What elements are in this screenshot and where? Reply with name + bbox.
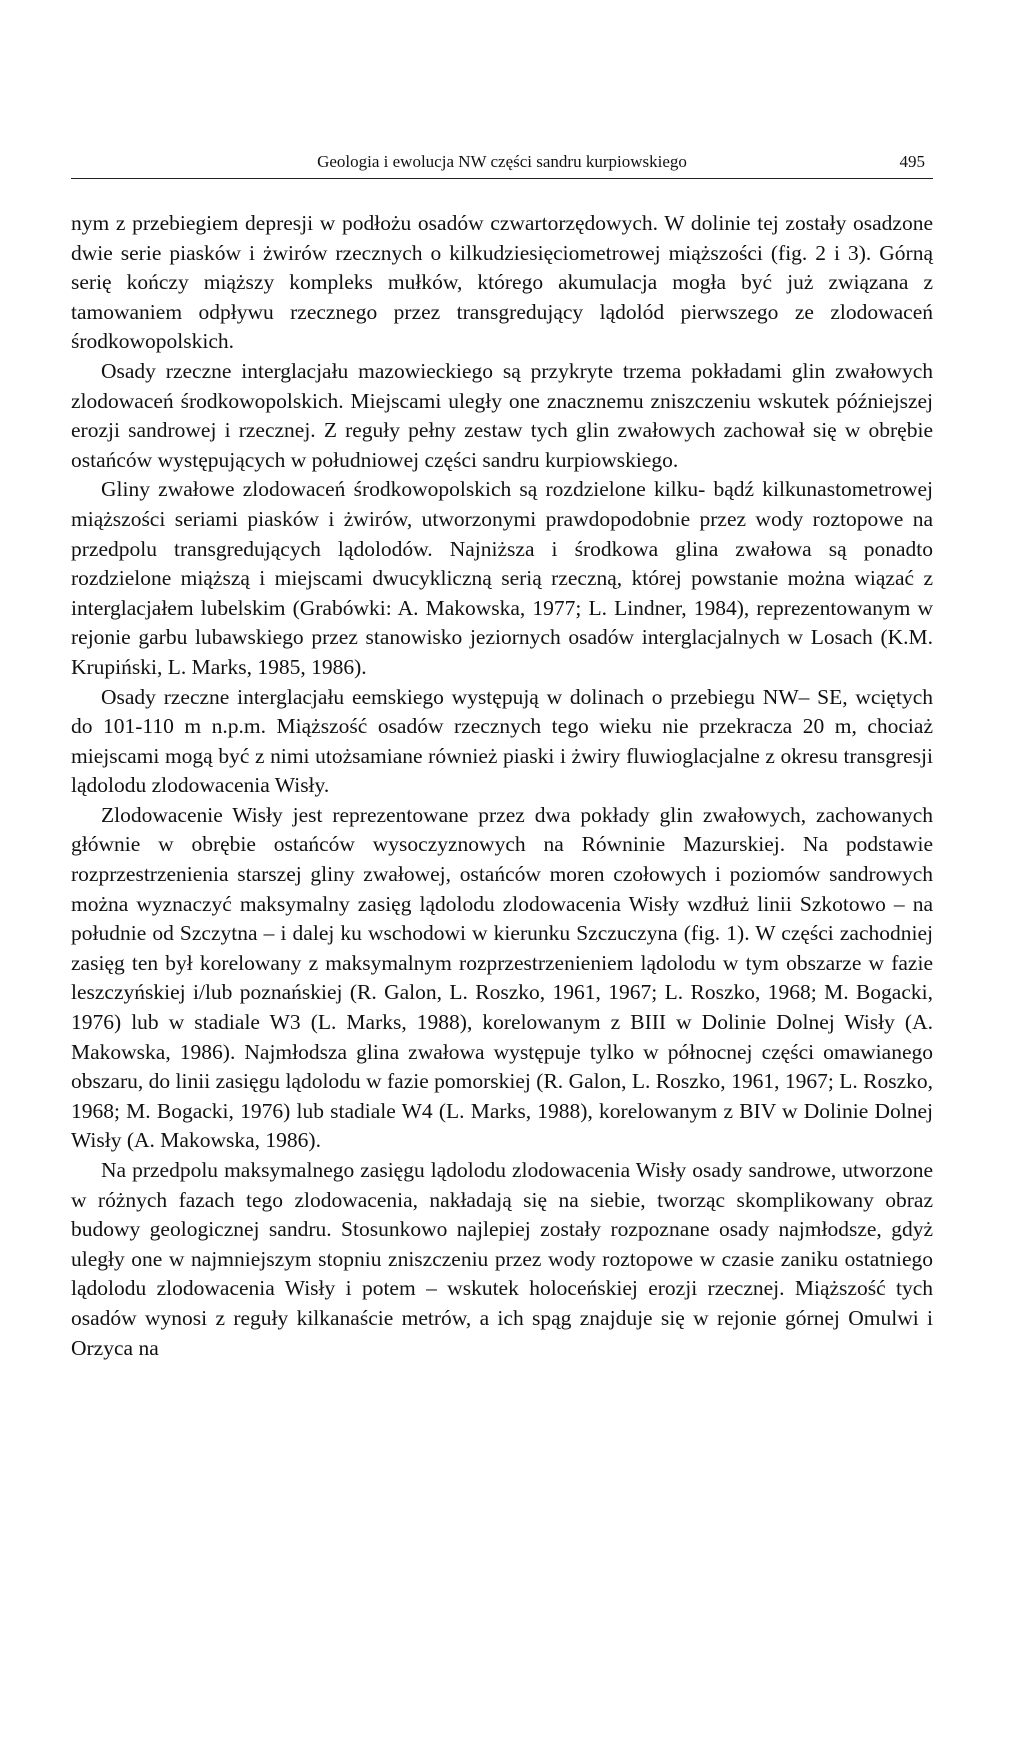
page-number: 495 [899,152,925,171]
body-text [71,209,933,1363]
paragraph-2: Osady rzeczne interglacjału mazowieckiego są przykryte trzema pokładami glin zwałowych zlodowaceń środkowopolskich. Miejscami uległy one znacznemu zniszczeniu wskutek późniejszej erozji sandrowej i rzecznej. Z reguły pełny zestaw tych glin zwałowych zachował się w obrębie ostańców występujących w południowej części sandru kurpiowskiego. [71,358,933,472]
paragraph-5: Zlodowacenie Wisły jest reprezentowane przez dwa pokłady glin zwałowych, zachowanych głównie w obrębie ostańców wysoczyznowych na Równinie Mazurskiej. Na podstawie rozprzestrzenienia starszej gliny zwałowej, ostańców moren czołowych i poziomów sandrowych można wyznaczyć maksymalny zasięg lądolodu zlodowacenia Wisły wzdłuż linii Szkotowo – na południe od Szczytna – i dalej ku wschodowi w kierunku Szczuczyna (fig. 1). W części zachodniej zasięg ten był korelowany z maksymalnym rozprzestrzenieniem lądolodu w tym obszarze w fazie leszczyńskiej i/lub poznańskiej (R. Galon, L. Roszko, 1961, 1967; L. Roszko, 1968; M. Bogacki, 1976) lub w stadiale W3 (L. Marks, 1988), korelowanym z BIII w Dolinie Dolnej Wisły (A. Makowska, 1986). Najmłodsza glina zwałowa występuje tylko w północnej części omawianego obszaru, do linii zasięgu lądolodu w fazie pomorskiej (R. Galon, L. Roszko, 1961, 1967; L. Roszko, 1968; M. Bogacki, 1976) lub stadiale W4 (L. Marks, 1988), korelowanym z BIV w Dolinie Dolnej Wisły (A. Makowska, 1986). [71,802,933,1153]
document-page [71,148,933,1363]
paragraph-1: nym z przebiegiem depresji w podłożu osadów czwartorzędowych. W dolinie tej zostały osadzone dwie serie piasków i żwirów rzecznych o kilkudziesięciometrowej miąższości (fig. 2 i 3). Górną serię kończy miąższy kompleks mułków, którego akumulacja mogła być już związana z tamowaniem odpływu rzecznego przez transgredujący lądolód pierwszego ze zlodowaceń środkowopolskich. [71,211,933,354]
paragraph-6: Na przedpolu maksymalnego zasięgu lądolodu zlodowacenia Wisły osady sandrowe, utworzone w różnych fazach tego zlodowacenia, nakładają się na siebie, tworząc skomplikowany obraz budowy geologicznej sandru. Stosunkowo najlepiej zostały rozpoznane osady najmłodsze, gdyż uległy one w najmniejszym stopniu zniszczeniu przez wody roztopowe w czasie zaniku ostatniego lądolodu zlodowacenia Wisły i potem – wskutek holoceńskiej erozji rzecznej. Miąższość tych osadów wynosi z reguły kilkanaście metrów, a ich spąg znajduje się w rejonie górnej Omulwi i Orzyca na [71,1158,933,1360]
running-header [71,148,933,179]
running-title: Geologia i ewolucja NW części sandru kurpiowskiego [317,152,687,171]
paragraph-3: Gliny zwałowe zlodowaceń środkowopolskich są rozdzielone kilku- bądź kilkunastometrowej miąższości seriami piasków i żwirów, utworzonymi prawdopodobnie przez wody roztopowe na przedpolu transgredujących lądolodów. Najniższa i środkowa glina zwałowa są ponadto rozdzielone miąższą i miejscami dwucykliczną serią rzeczną, której powstanie można wiązać z interglacjałem lubelskim (Grabówki: A. Makowska, 1977; L. Lindner, 1984), reprezentowanym w rejonie garbu lubawskiego przez stanowisko jeziornych osadów interglacjalnych w Losach (K.M. Krupiński, L. Marks, 1985, 1986). [71,477,933,679]
paragraph-4: Osady rzeczne interglacjału eemskiego występują w dolinach o przebiegu NW– SE, wciętych do 101-110 m n.p.m. Miąższość osadów rzecznych tego wieku nie przekracza 20 m, chociaż miejscami mogą być z nimi utożsamiane również piaski i żwiry fluwioglacjalne z okresu transgresji lądolodu zlodowacenia Wisły. [71,684,933,798]
